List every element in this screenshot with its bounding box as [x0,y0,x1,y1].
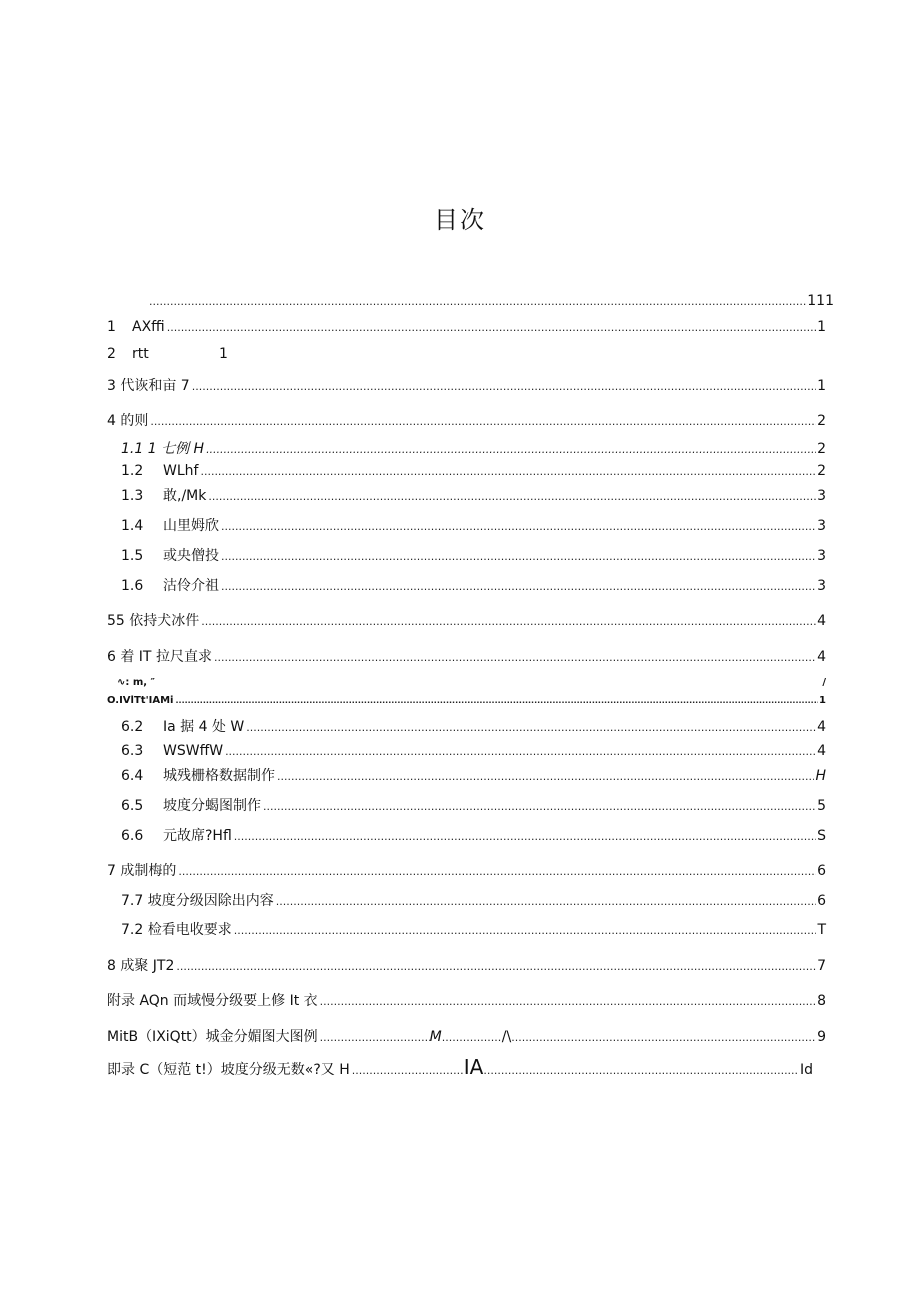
toc-page-number: S [817,828,826,844]
toc-entry[interactable] [117,674,826,692]
leader-dots [200,463,816,481]
toc-page-number: 111 [807,293,834,309]
leader-dots [263,798,816,816]
toc-page-number: 1 [817,319,826,335]
toc-label: WSWffW [163,743,224,759]
toc-label: 山里姆欣 [163,518,219,534]
toc-entry[interactable] [107,318,826,337]
toc-entry[interactable] [121,577,826,596]
toc-entry[interactable] [121,517,826,536]
leader-dots [320,1029,430,1047]
toc-entry[interactable] [121,921,826,940]
toc-page-number: 1 [219,346,228,362]
toc-label: MitB（IXiQtt）城金分媚图大图例 [107,1029,318,1045]
leader-dots [511,1029,816,1047]
toc-page-number: 2 [817,441,826,457]
toc-label: 即录 C（短范 t!）坡度分级无数«?又 H [107,1062,350,1078]
leader-dots [234,828,816,846]
leader-dots [442,1029,502,1047]
toc-label: 元故席?Hfl [163,828,232,844]
toc-entry[interactable] [107,377,826,396]
toc-fragment: IA [463,1055,484,1079]
leader-dots [234,922,817,940]
toc-entry[interactable] [121,767,826,786]
toc-page-number: H [815,768,826,784]
toc-entry[interactable] [121,440,826,459]
toc-entry[interactable] [121,718,826,737]
leader-dots [192,378,816,396]
leader-dots [225,743,816,761]
toc-entry[interactable] [107,692,826,710]
leader-dots [167,319,816,337]
toc-page-number: T [817,922,826,938]
toc-entry[interactable] [107,345,228,363]
leader-dots [178,863,816,881]
leader-dots [483,1062,799,1080]
toc-page-number: 4 [817,649,826,665]
toc-page-number: / [822,677,826,688]
toc-entry[interactable] [107,957,826,976]
toc-number: 1.5 [121,548,144,564]
toc-label: 7.2 检看电收要求 [121,922,232,938]
toc-label: ∿: m, ″ [117,677,156,688]
leader-dots [150,413,816,431]
leader-dots [176,958,816,976]
toc-entry[interactable] [107,612,826,631]
toc-number: 2 [107,346,116,362]
toc-entry[interactable] [107,992,826,1011]
toc-label: 1.1 1 七例 H [121,441,205,457]
toc-page-number: 4 [817,743,826,759]
leader-dots [277,768,814,786]
toc-entry[interactable] [121,892,826,911]
toc-label: Ia 据 4 处 W [163,719,245,735]
toc-entry[interactable] [107,862,826,881]
toc-entry[interactable] [107,1028,826,1047]
toc-page-number: 2 [817,463,826,479]
toc-number: 6.2 [121,719,144,735]
toc-page-number: 2 [817,413,826,429]
toc-page-number: 1 [819,695,826,706]
toc-number: 1.2 [121,463,144,479]
toc-label: 8 成聚 JT2 [107,958,175,974]
toc-label: 附录 AQn 而域慢分级要上修 It 衣 [107,993,318,1009]
toc-entry[interactable] [121,797,826,816]
toc-page-number: 1 [817,378,826,394]
toc-page-number: 3 [817,578,826,594]
leader-dots [246,719,816,737]
toc-label: 或央僧投 [163,548,219,564]
leader-dots [208,488,816,506]
toc-page-number: 3 [817,488,826,504]
toc-label: 7 成制梅的 [107,863,177,879]
toc-fragment: M [429,1029,442,1045]
toc-label: 坡度分蝎图制作 [163,798,261,814]
toc-number: 6.5 [121,798,144,814]
leader-dots [221,578,816,596]
leader-dots [206,441,816,459]
toc-page-number: 3 [817,548,826,564]
toc-label: rtt [132,346,149,362]
toc-label: 55 依持犬冰件 [107,613,200,629]
leader-dots [352,1062,464,1080]
leader-dots [149,293,806,311]
toc-entry[interactable] [149,292,834,311]
toc-page-number: 4 [817,719,826,735]
toc-entry[interactable] [121,487,826,506]
toc-label: O.IVlTt'IAMi [107,695,174,706]
toc-entry[interactable] [121,547,826,566]
toc-page-number: 6 [817,863,826,879]
toc-number: 1.3 [121,488,144,504]
toc-page-number: 4 [817,613,826,629]
toc-number: 1.6 [121,578,144,594]
toc-label: 4 的则 [107,413,149,429]
toc-page-number: 3 [817,518,826,534]
page-title: 目次 [434,206,486,234]
toc-page-number: Id [799,1062,813,1078]
toc-label: 沽伶介祖 [163,578,219,594]
toc-label: AXffi [132,319,165,335]
toc-entry[interactable] [107,412,826,431]
toc-label: 3 代诙和亩 7 [107,378,190,394]
toc-entry[interactable] [107,1055,813,1080]
toc-entry[interactable] [121,742,826,761]
toc-label: 7.7 坡度分级因除出内容 [121,893,274,909]
toc-label: 6 着 IT 拉尺直求 [107,649,212,665]
leader-dots [221,518,816,536]
toc-page-number: 7 [817,958,826,974]
toc-page-number: 6 [817,893,826,909]
leader-dots [201,613,816,631]
leader-dots [221,548,816,566]
leader-dots [276,893,816,911]
toc-label: 敢,/Mk [163,488,207,504]
toc-label: 城残栅格数据制作 [163,768,275,784]
leader-dots [214,649,816,667]
toc-page-number: 5 [817,798,826,814]
leader-dots [320,993,816,1011]
toc-page-number: 8 [817,993,826,1009]
toc-page-number: 9 [817,1029,826,1045]
toc-fragment: /\ [501,1029,512,1045]
toc-entry[interactable] [121,462,826,481]
toc-number: 1 [107,319,116,335]
toc-number: 1.4 [121,518,144,534]
toc-number: 6.6 [121,828,144,844]
leader-dots [175,692,818,710]
toc-entry[interactable] [107,648,826,667]
toc-label: WLhf [163,463,199,479]
toc-number: 6.3 [121,743,144,759]
toc-number: 6.4 [121,768,144,784]
toc-entry[interactable] [121,827,826,846]
